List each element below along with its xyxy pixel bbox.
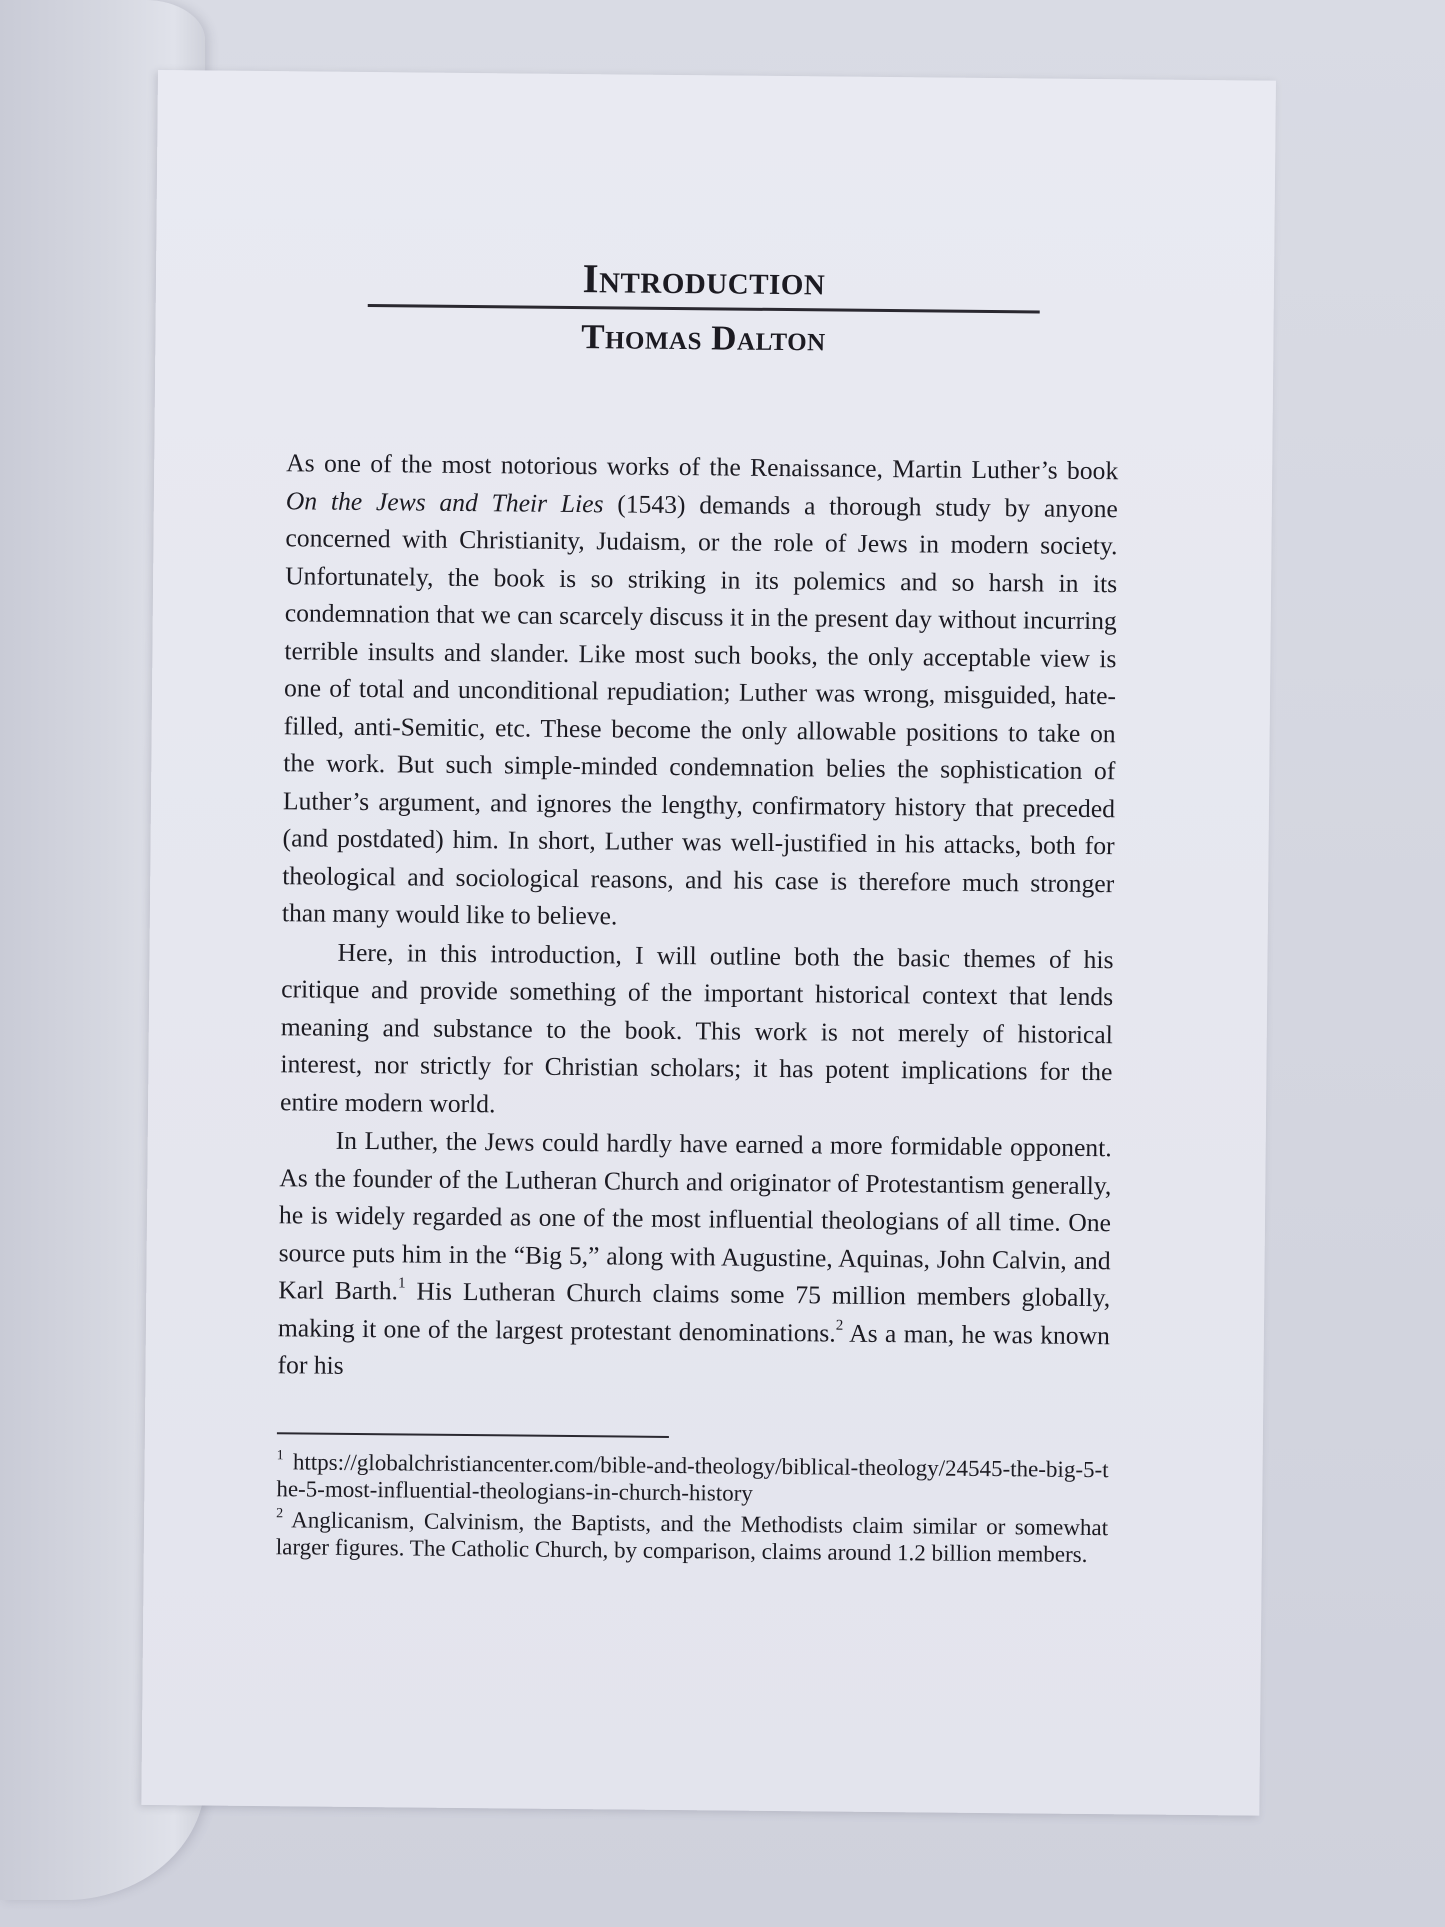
- body-text: [277, 444, 1118, 1391]
- chapter-author: Thomas Dalton: [581, 317, 826, 359]
- footnote-1: [276, 1448, 1108, 1510]
- footnote-1-mark: 1: [276, 1448, 284, 1464]
- footnote-rule: [277, 1432, 669, 1438]
- paragraph-1-text-a: As one of the most notorious works of the Renaissance, Martin Luther’s book: [286, 448, 1119, 486]
- paragraph-1-text-b: (1543) demands a thorough study by anyone concerned with Christianity, Judaism, or the role of Jews in modern society. Unfortunately, the book is so striking in its polemics and so harsh in its condemnation that we can scarcely discuss it in the present day without incurring terrible insults and slander. Like most such books, the only acceptable view is one of total and unconditional repudiation; Luther was wrong, misguided, hate-filled, anti-Semitic, etc. These become the only allowable positions to take on the work. But such simple-minded condemnation belies the sophistication of Luther’s argument, and ignores the lengthy, confirmatory history that preceded (and postdated) him. In short, Luther was well-justified in his attacks, both for theological and sociological reasons, and his case is therefore much stronger than many would like to believe.: [281, 488, 1118, 931]
- book-page: [141, 70, 1276, 1816]
- footnote-2-text: Anglicanism, Calvinism, the Baptists, and the Methodists claim similar or somewhat larger figures. The Catholic Church, by comparison, claims around 1.2 billion members.: [275, 1506, 1109, 1567]
- page-content: [276, 251, 1121, 1567]
- paragraph-3-text-a: In Luther, the Jews could hardly have earned a more formidable opponent. As the founder of the Lutheran Church and originator of Protestantism generally, he is widely regarded as one of the most influential theologians of all time. One source puts him in the “Big 5,” along with Augustine, Aquinas, John Calvin, and Karl Barth.: [278, 1125, 1112, 1306]
- footnote-2: [276, 1506, 1108, 1568]
- paragraph-1: [282, 444, 1119, 939]
- paragraph-2: Here, in this introduction, I will outline both the basic themes of his critique and provide something of the important historical context that lends meaning and substance to the book. This work is not merely of historical interest, nor strictly for Christian scholars; it has potent implications for the entire modern world.: [279, 937, 1114, 1118]
- book-title: On the Jews and Their Lies: [285, 485, 604, 518]
- footnote-2-mark: 2: [276, 1506, 284, 1522]
- paragraph-3-text-c: As a man, he was known for his: [277, 1318, 1111, 1380]
- footnote-ref-1: 1: [397, 1275, 406, 1292]
- footnote-1-text: https://globalchristiancenter.com/bible-and-theology/biblical-theology/24545-the-big-5-the-5-most-influential-theologians-in-church-history: [276, 1448, 1109, 1506]
- paragraph-3-text-b: His Lutheran Church claims some 75 million members globally, making it one of the largest protestant denominations.: [277, 1276, 1111, 1348]
- paragraph-3: [277, 1121, 1111, 1391]
- footnote-ref-2: 2: [835, 1317, 844, 1334]
- chapter-title: Introduction: [582, 255, 826, 304]
